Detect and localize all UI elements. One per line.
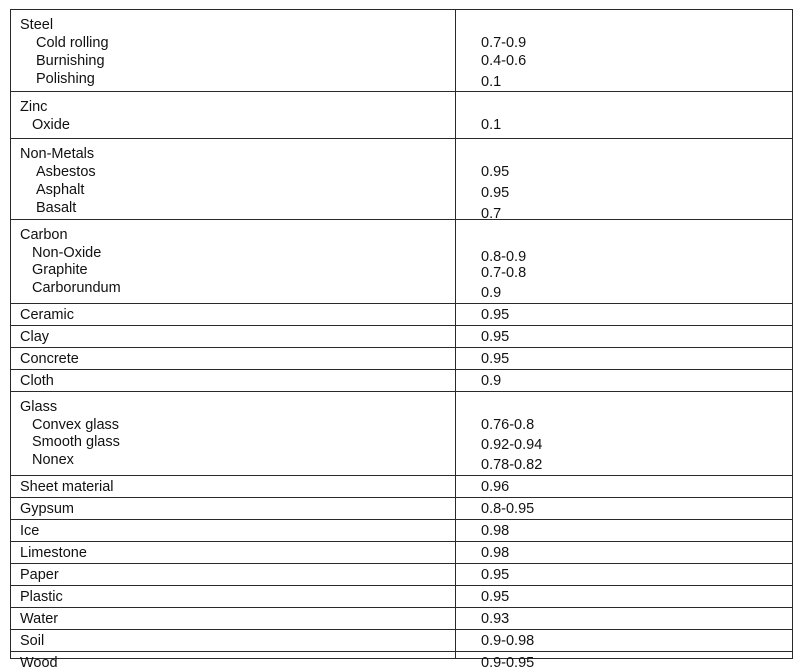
table-row bbox=[11, 348, 792, 370]
table-row bbox=[11, 542, 792, 564]
material-name: Ceramic bbox=[20, 307, 74, 323]
emissivity-value: 0.9-0.95 bbox=[481, 655, 535, 671]
material-name: Wood bbox=[20, 655, 58, 671]
subtype-name: Convex glass bbox=[32, 417, 120, 433]
emissivity-value: 0.9-0.98 bbox=[481, 633, 535, 649]
material-name: Concrete bbox=[20, 351, 79, 367]
emissivity-table bbox=[10, 9, 793, 671]
emissivity-value: 0.96 bbox=[481, 479, 510, 495]
material-name: Glass bbox=[20, 399, 58, 415]
table-row bbox=[11, 326, 792, 348]
material-name: Sheet material bbox=[20, 479, 114, 495]
emissivity-value: 0.1 bbox=[481, 74, 502, 90]
emissivity-value: 0.95 bbox=[481, 329, 510, 345]
material-name: Limestone bbox=[20, 545, 87, 561]
material-name: Carbon bbox=[20, 227, 68, 243]
emissivity-value: 0.8-0.95 bbox=[481, 501, 535, 517]
table-row bbox=[11, 564, 792, 586]
material-name: Zinc bbox=[20, 99, 48, 115]
subtype-name: Cold rolling bbox=[36, 35, 109, 51]
table-row bbox=[11, 304, 792, 326]
emissivity-value: 0.7-0.9 bbox=[481, 35, 527, 51]
material-name: Paper bbox=[20, 567, 59, 583]
emissivity-value: 0.95 bbox=[481, 567, 510, 583]
emissivity-value: 0.9 bbox=[481, 285, 502, 301]
emissivity-value: 0.98 bbox=[481, 545, 510, 561]
table-row bbox=[11, 608, 792, 630]
table-row bbox=[11, 92, 792, 139]
subtype-name: Basalt bbox=[36, 200, 77, 216]
subtype-name: Non-Oxide bbox=[32, 245, 102, 261]
emissivity-value: 0.8-0.9 bbox=[481, 249, 527, 265]
material-name: Non-Metals bbox=[20, 146, 95, 162]
emissivity-value: 0.9 bbox=[481, 373, 502, 389]
material-name: Clay bbox=[20, 329, 50, 345]
table-row bbox=[11, 10, 792, 92]
material-name: Gypsum bbox=[20, 501, 74, 517]
table-row bbox=[11, 370, 792, 392]
subtype-name: Carborundum bbox=[32, 280, 121, 296]
subtype-name: Smooth glass bbox=[32, 434, 120, 450]
table-row bbox=[11, 220, 792, 304]
emissivity-value: 0.78-0.82 bbox=[481, 457, 543, 473]
table-row bbox=[11, 476, 792, 498]
emissivity-value: 0.4-0.6 bbox=[481, 53, 527, 69]
material-name: Soil bbox=[20, 633, 45, 649]
subtype-name: Nonex bbox=[32, 452, 74, 468]
emissivity-value: 0.95 bbox=[481, 351, 510, 367]
subtype-name: Polishing bbox=[36, 71, 95, 87]
emissivity-value: 0.7-0.8 bbox=[481, 265, 527, 281]
table-row bbox=[11, 630, 792, 652]
emissivity-value: 0.95 bbox=[481, 164, 510, 180]
emissivity-value: 0.93 bbox=[481, 611, 510, 627]
subtype-name: Oxide bbox=[32, 117, 70, 133]
emissivity-value: 0.76-0.8 bbox=[481, 417, 535, 433]
emissivity-value: 0.95 bbox=[481, 307, 510, 323]
table-row bbox=[11, 520, 792, 542]
emissivity-value: 0.95 bbox=[481, 185, 510, 201]
table-row bbox=[11, 498, 792, 520]
material-name: Ice bbox=[20, 523, 40, 539]
table-row bbox=[11, 652, 792, 672]
subtype-name: Asphalt bbox=[36, 182, 85, 198]
table-row bbox=[11, 392, 792, 476]
emissivity-value: 0.92-0.94 bbox=[481, 437, 543, 453]
subtype-name: Asbestos bbox=[36, 164, 96, 180]
emissivity-value: 0.1 bbox=[481, 117, 502, 133]
subtype-name: Graphite bbox=[32, 262, 88, 278]
table-row bbox=[11, 139, 792, 220]
subtype-name: Burnishing bbox=[36, 53, 105, 69]
material-name: Cloth bbox=[20, 373, 54, 389]
emissivity-value: 0.98 bbox=[481, 523, 510, 539]
material-name: Steel bbox=[20, 17, 54, 33]
emissivity-value: 0.7 bbox=[481, 206, 502, 222]
material-name: Water bbox=[20, 611, 59, 627]
emissivity-value: 0.95 bbox=[481, 589, 510, 605]
material-name: Plastic bbox=[20, 589, 63, 605]
table-row bbox=[11, 586, 792, 608]
